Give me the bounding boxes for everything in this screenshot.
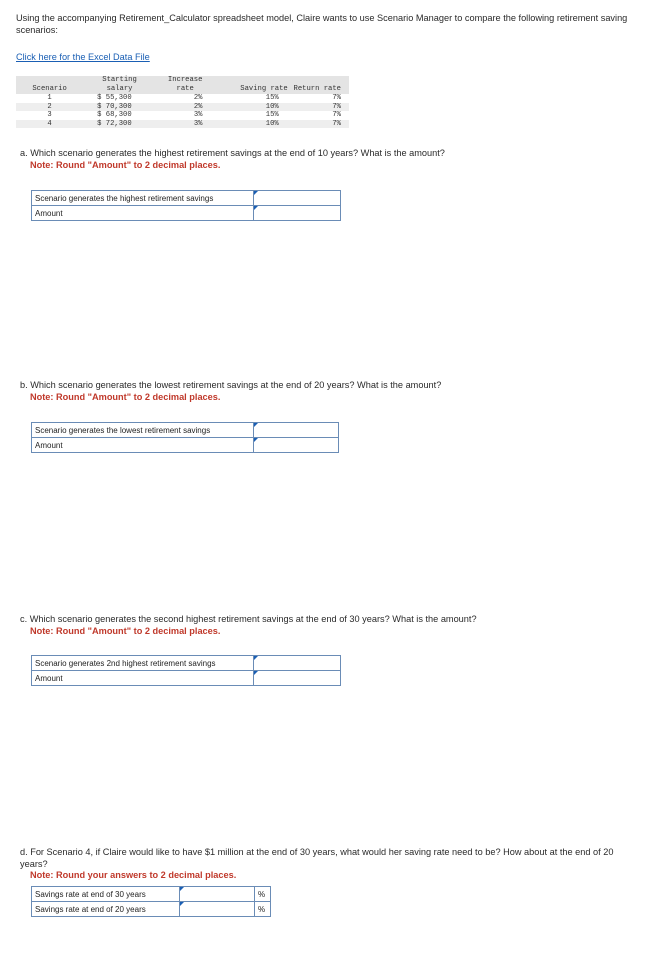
- answer-c-row2-label: Amount: [32, 671, 254, 686]
- cell-scenario: 1: [47, 94, 52, 102]
- answer-a-row2-cell: [254, 206, 341, 221]
- question-b: [20, 380, 644, 403]
- header-increase-rate: [156, 76, 215, 94]
- cell-increase: 2%: [193, 94, 203, 102]
- answer-c-row2-cell: [254, 671, 341, 686]
- cell-increase: 2%: [156, 103, 215, 112]
- header-scenario: Scenario: [16, 76, 83, 94]
- answer-d-row2-unit: %: [255, 902, 271, 917]
- answer-c-row1-cell: [254, 656, 341, 671]
- intro-text: Using the accompanying Retirement_Calculator spreadsheet model, Claire wants to use Scenario Manager to compare the following retirement saving scenarios:: [16, 13, 628, 35]
- cell-saving: 15%: [265, 111, 279, 120]
- header-salary-line1: Starting: [102, 76, 137, 84]
- cell-salary: $ 55,300: [97, 94, 132, 102]
- answer-d-row1-label: Savings rate at end of 30 years: [32, 887, 180, 902]
- answer-table-d: [31, 886, 271, 917]
- answer-d-20yr-rate-input[interactable]: [180, 902, 254, 916]
- question-c-note: Note: Round "Amount" to 2 decimal places.: [30, 625, 221, 636]
- answer-d-30yr-rate-input[interactable]: [180, 887, 254, 901]
- cell-return: 7%: [332, 94, 341, 102]
- scenario-table: [16, 76, 349, 128]
- question-b-note: Note: Round "Amount" to 2 decimal places.: [30, 391, 221, 402]
- answer-d-row2-cell: [180, 902, 255, 917]
- cell-salary: $ 70,300: [83, 103, 156, 112]
- question-c-text: c. Which scenario generates the second highest retirement savings at the end of 30 years? What is the amount?: [20, 614, 477, 624]
- answer-c-row1-label: Scenario generates 2nd highest retirement savings: [32, 656, 254, 671]
- table-row: [16, 111, 349, 120]
- answer-a-row1-cell: [254, 191, 341, 206]
- answer-c-amount-input[interactable]: [254, 671, 340, 685]
- header-increase-line1: Increase: [167, 76, 203, 84]
- header-salary-line2: salary: [106, 85, 133, 93]
- cell-saving: 10%: [214, 120, 290, 129]
- cell-scenario: 2: [16, 103, 83, 112]
- answer-a-row1-label: Scenario generates the highest retirement savings: [32, 191, 254, 206]
- question-a: [20, 148, 644, 171]
- cell-return: 7%: [332, 111, 341, 120]
- answer-a-row2-label: Amount: [32, 206, 254, 221]
- question-c: [20, 614, 644, 637]
- cell-salary: $ 68,300: [97, 111, 132, 120]
- answer-b-scenario-input[interactable]: [254, 423, 338, 437]
- table-row: [16, 120, 349, 129]
- answer-d-row2-label: Savings rate at end of 20 years: [32, 902, 180, 917]
- cell-salary: $ 72,300: [83, 120, 156, 129]
- cell-saving: 15%: [265, 94, 279, 102]
- excel-data-file-link[interactable]: Click here for the Excel Data File: [16, 52, 150, 62]
- cell-return: 7%: [291, 120, 349, 129]
- answer-c-scenario-input[interactable]: [254, 656, 340, 670]
- answer-table-a: [31, 190, 341, 221]
- answer-b-amount-input[interactable]: [254, 438, 338, 452]
- header-starting-salary: [83, 76, 156, 94]
- cell-saving: 10%: [214, 103, 290, 112]
- answer-b-row1-label: Scenario generates the lowest retirement savings: [32, 423, 254, 438]
- cell-increase: 3%: [156, 120, 215, 129]
- question-b-text: b. Which scenario generates the lowest retirement savings at the end of 20 years? What is the amount?: [20, 380, 442, 390]
- table-row: [16, 103, 349, 112]
- question-a-note: Note: Round "Amount" to 2 decimal places.: [30, 159, 221, 170]
- question-d: [20, 847, 636, 882]
- cell-scenario: 4: [16, 120, 83, 129]
- answer-b-row1-cell: [254, 423, 339, 438]
- table-row: [16, 94, 349, 103]
- answer-d-row1-unit: %: [255, 887, 271, 902]
- answer-a-amount-input[interactable]: [254, 206, 340, 220]
- answer-a-scenario-input[interactable]: [254, 191, 340, 205]
- answer-table-c: [31, 655, 341, 686]
- header-return-rate: Return rate: [291, 76, 349, 94]
- cell-return: 7%: [291, 103, 349, 112]
- answer-table-b: [31, 422, 339, 453]
- answer-b-row2-label: Amount: [32, 438, 254, 453]
- question-d-note: Note: Round your answers to 2 decimal places.: [30, 870, 237, 880]
- header-saving-rate: Saving rate: [214, 76, 290, 94]
- cell-scenario: 3: [47, 111, 52, 120]
- question-a-text: a. Which scenario generates the highest retirement savings at the end of 10 years? What is the amount?: [20, 148, 445, 158]
- question-d-text: d. For Scenario 4, if Claire would like to have $1 million at the end of 30 years, what would her saving rate need to be? How about at the end of 20 years?: [20, 847, 614, 869]
- header-increase-line2: rate: [176, 85, 194, 93]
- answer-b-row2-cell: [254, 438, 339, 453]
- cell-increase: 3%: [193, 111, 203, 120]
- answer-d-row1-cell: [180, 887, 255, 902]
